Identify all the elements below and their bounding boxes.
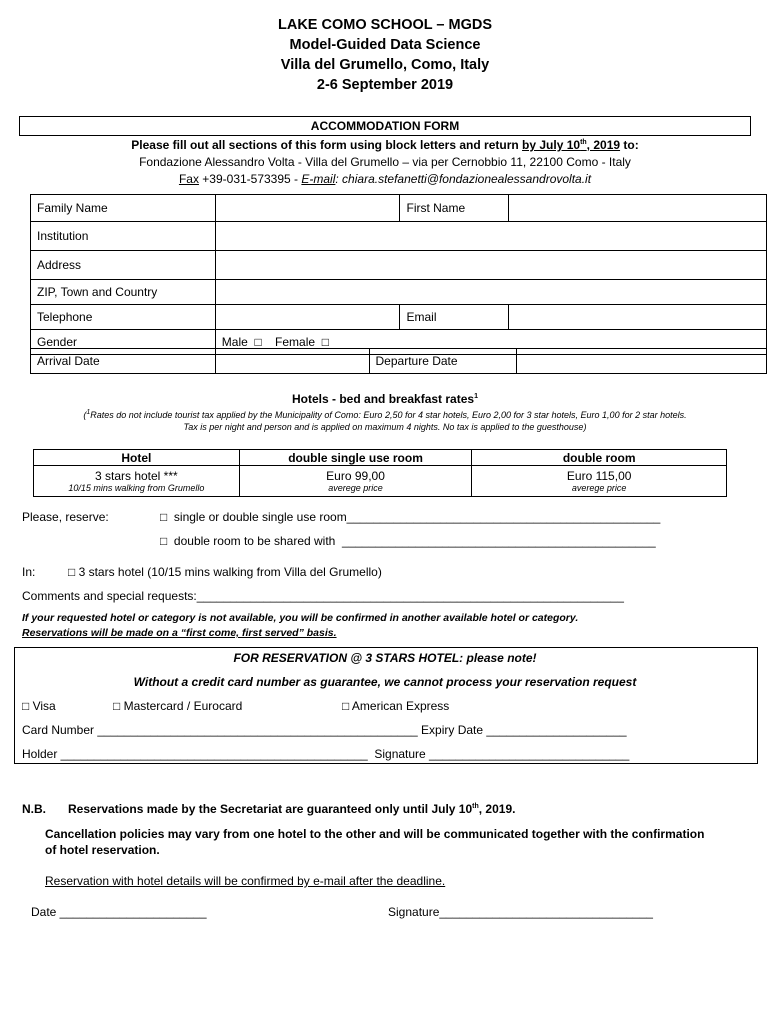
double-price-cell [472, 466, 727, 497]
hotel-rates-table [33, 449, 727, 497]
reserve-single-option[interactable]: □ single or double single use room_______________________________________________ [160, 510, 661, 524]
first-name-field[interactable] [509, 195, 767, 222]
instruction-line [0, 138, 770, 152]
instruction-lead: Please fill out all sections of this form using block letters and return [131, 138, 523, 152]
email-label-cell: Email [400, 305, 509, 330]
payment-subtitle: Without a credit card number as guarantee, we cannot process your reservation request [133, 675, 637, 689]
col-double-header: double room [472, 450, 727, 466]
double-price: Euro 115,00 [566, 469, 632, 483]
family-name-label: Family Name [31, 195, 216, 222]
gender-label: Gender [31, 330, 216, 355]
hotels-note-1: ($^1$Rates do not include tourist tax applied by the Municipality of Como: Euro 2,50 for 4 star hotels, Euro 2,00 for 3 star hotels, Euro 1,00 for 2 star hotels. [83, 409, 687, 420]
single-price-cell [239, 466, 472, 497]
fax-value: +39-031-573395 - [198, 172, 302, 186]
event-title: LAKE COMO SCHOOL – MGDS [277, 17, 493, 33]
double-price-note: averege price [571, 483, 627, 493]
nb-text: Reservations made by the Secretariat are guaranteed only until July 10th, 2019. [68, 802, 516, 816]
holder-line[interactable]: Holder ______________________________________________ Signature ______________________________ [22, 747, 630, 761]
hotel-name: 3 stars hotel *** [94, 469, 178, 483]
date-line[interactable]: Date ______________________ [31, 905, 207, 919]
email-value: : chiara.stefanetti@fondazionealessandrovolta.it [335, 172, 592, 186]
first-come-note: Reservations will be made on a “first come, first served” basis. [22, 627, 337, 639]
visa-option[interactable]: □ Visa [22, 699, 56, 713]
address-field[interactable] [215, 251, 766, 280]
in-label: In: [22, 565, 36, 579]
dates-table [30, 348, 767, 374]
arrival-label: Arrival Date [31, 349, 216, 374]
departure-field[interactable] [517, 349, 767, 374]
availability-warning: If your requested hotel or category is not available, you will be confirmed in another available hotel or category. [22, 612, 579, 624]
form-title: ACCOMMODATION FORM [19, 116, 751, 136]
single-price: Euro 99,00 [326, 469, 385, 483]
family-name-field[interactable] [215, 195, 400, 222]
telephone-label: Telephone [31, 305, 216, 330]
hotels-title: Hotels - bed and breakfast rates$^1$ [292, 392, 478, 406]
institution-label: Institution [31, 222, 216, 251]
first-name-label: First Name [400, 195, 509, 222]
institution-field[interactable] [215, 222, 766, 251]
email-field[interactable] [509, 305, 767, 330]
personal-data-table [30, 194, 767, 355]
return-address: Fondazione Alessandro Volta - Villa del Grumello – via per Cernobbio 11, 22100 Como - Italy [139, 155, 631, 169]
email-label: E-mail [301, 172, 336, 186]
instruction-deadline: by July 10th, 2019 [522, 138, 621, 152]
gender-options[interactable]: Male □ Female □ [215, 330, 766, 355]
departure-label: Departure Date [369, 349, 517, 374]
fax-label: Fax [178, 172, 199, 186]
payment-title: FOR RESERVATION @ 3 STARS HOTEL: please note! [233, 651, 537, 665]
signature-line[interactable]: Signature________________________________ [388, 905, 653, 919]
event-location: Villa del Grumello, Como, Italy [280, 57, 490, 73]
instruction-tail: to: [620, 138, 639, 152]
reserve-label: Please, reserve: [22, 510, 109, 524]
confirmation-note: Reservation with hotel details will be confirmed by e-mail after the deadline. [45, 874, 446, 888]
col-single-header: double single use room [239, 450, 472, 466]
contact-line [0, 172, 770, 186]
cancellation-line-1: Cancellation policies may vary from one hotel to the other and will be communicated together with the confirmation [45, 827, 705, 841]
reserve-double-option[interactable]: □ double room to be shared with _______________________________________________ [160, 534, 656, 548]
zip-label: ZIP, Town and Country [31, 280, 216, 305]
event-subtitle: Model-Guided Data Science [289, 37, 481, 53]
zip-field[interactable] [215, 280, 766, 305]
card-number-line[interactable]: Card Number ________________________________________________ Expiry Date _____________________ [22, 723, 627, 737]
arrival-field[interactable] [215, 349, 369, 374]
single-price-note: averege price [328, 483, 383, 493]
cancellation-line-2: of hotel reservation. [45, 843, 160, 857]
col-hotel-header: Hotel [34, 450, 240, 466]
comments-field[interactable]: Comments and special requests:________________________________________________________________ [22, 589, 624, 603]
mastercard-option[interactable]: □ Mastercard / Eurocard [113, 699, 243, 713]
hotel-name-cell [34, 466, 240, 497]
in-hotel-option[interactable]: □ 3 stars hotel (10/15 mins walking from Villa del Grumello) [68, 565, 382, 579]
amex-option[interactable]: □ American Express [342, 699, 450, 713]
hotels-note-2: Tax is per night and person and is applied on maximum 4 nights. No tax is applied to the guesthouse) [183, 422, 587, 432]
event-dates: 2-6 September 2019 [316, 77, 454, 93]
nb-label: N.B. [22, 802, 46, 816]
address-label: Address [31, 251, 216, 280]
hotel-distance: 10/15 mins walking from Grumello [68, 483, 205, 493]
telephone-field[interactable] [215, 305, 400, 330]
